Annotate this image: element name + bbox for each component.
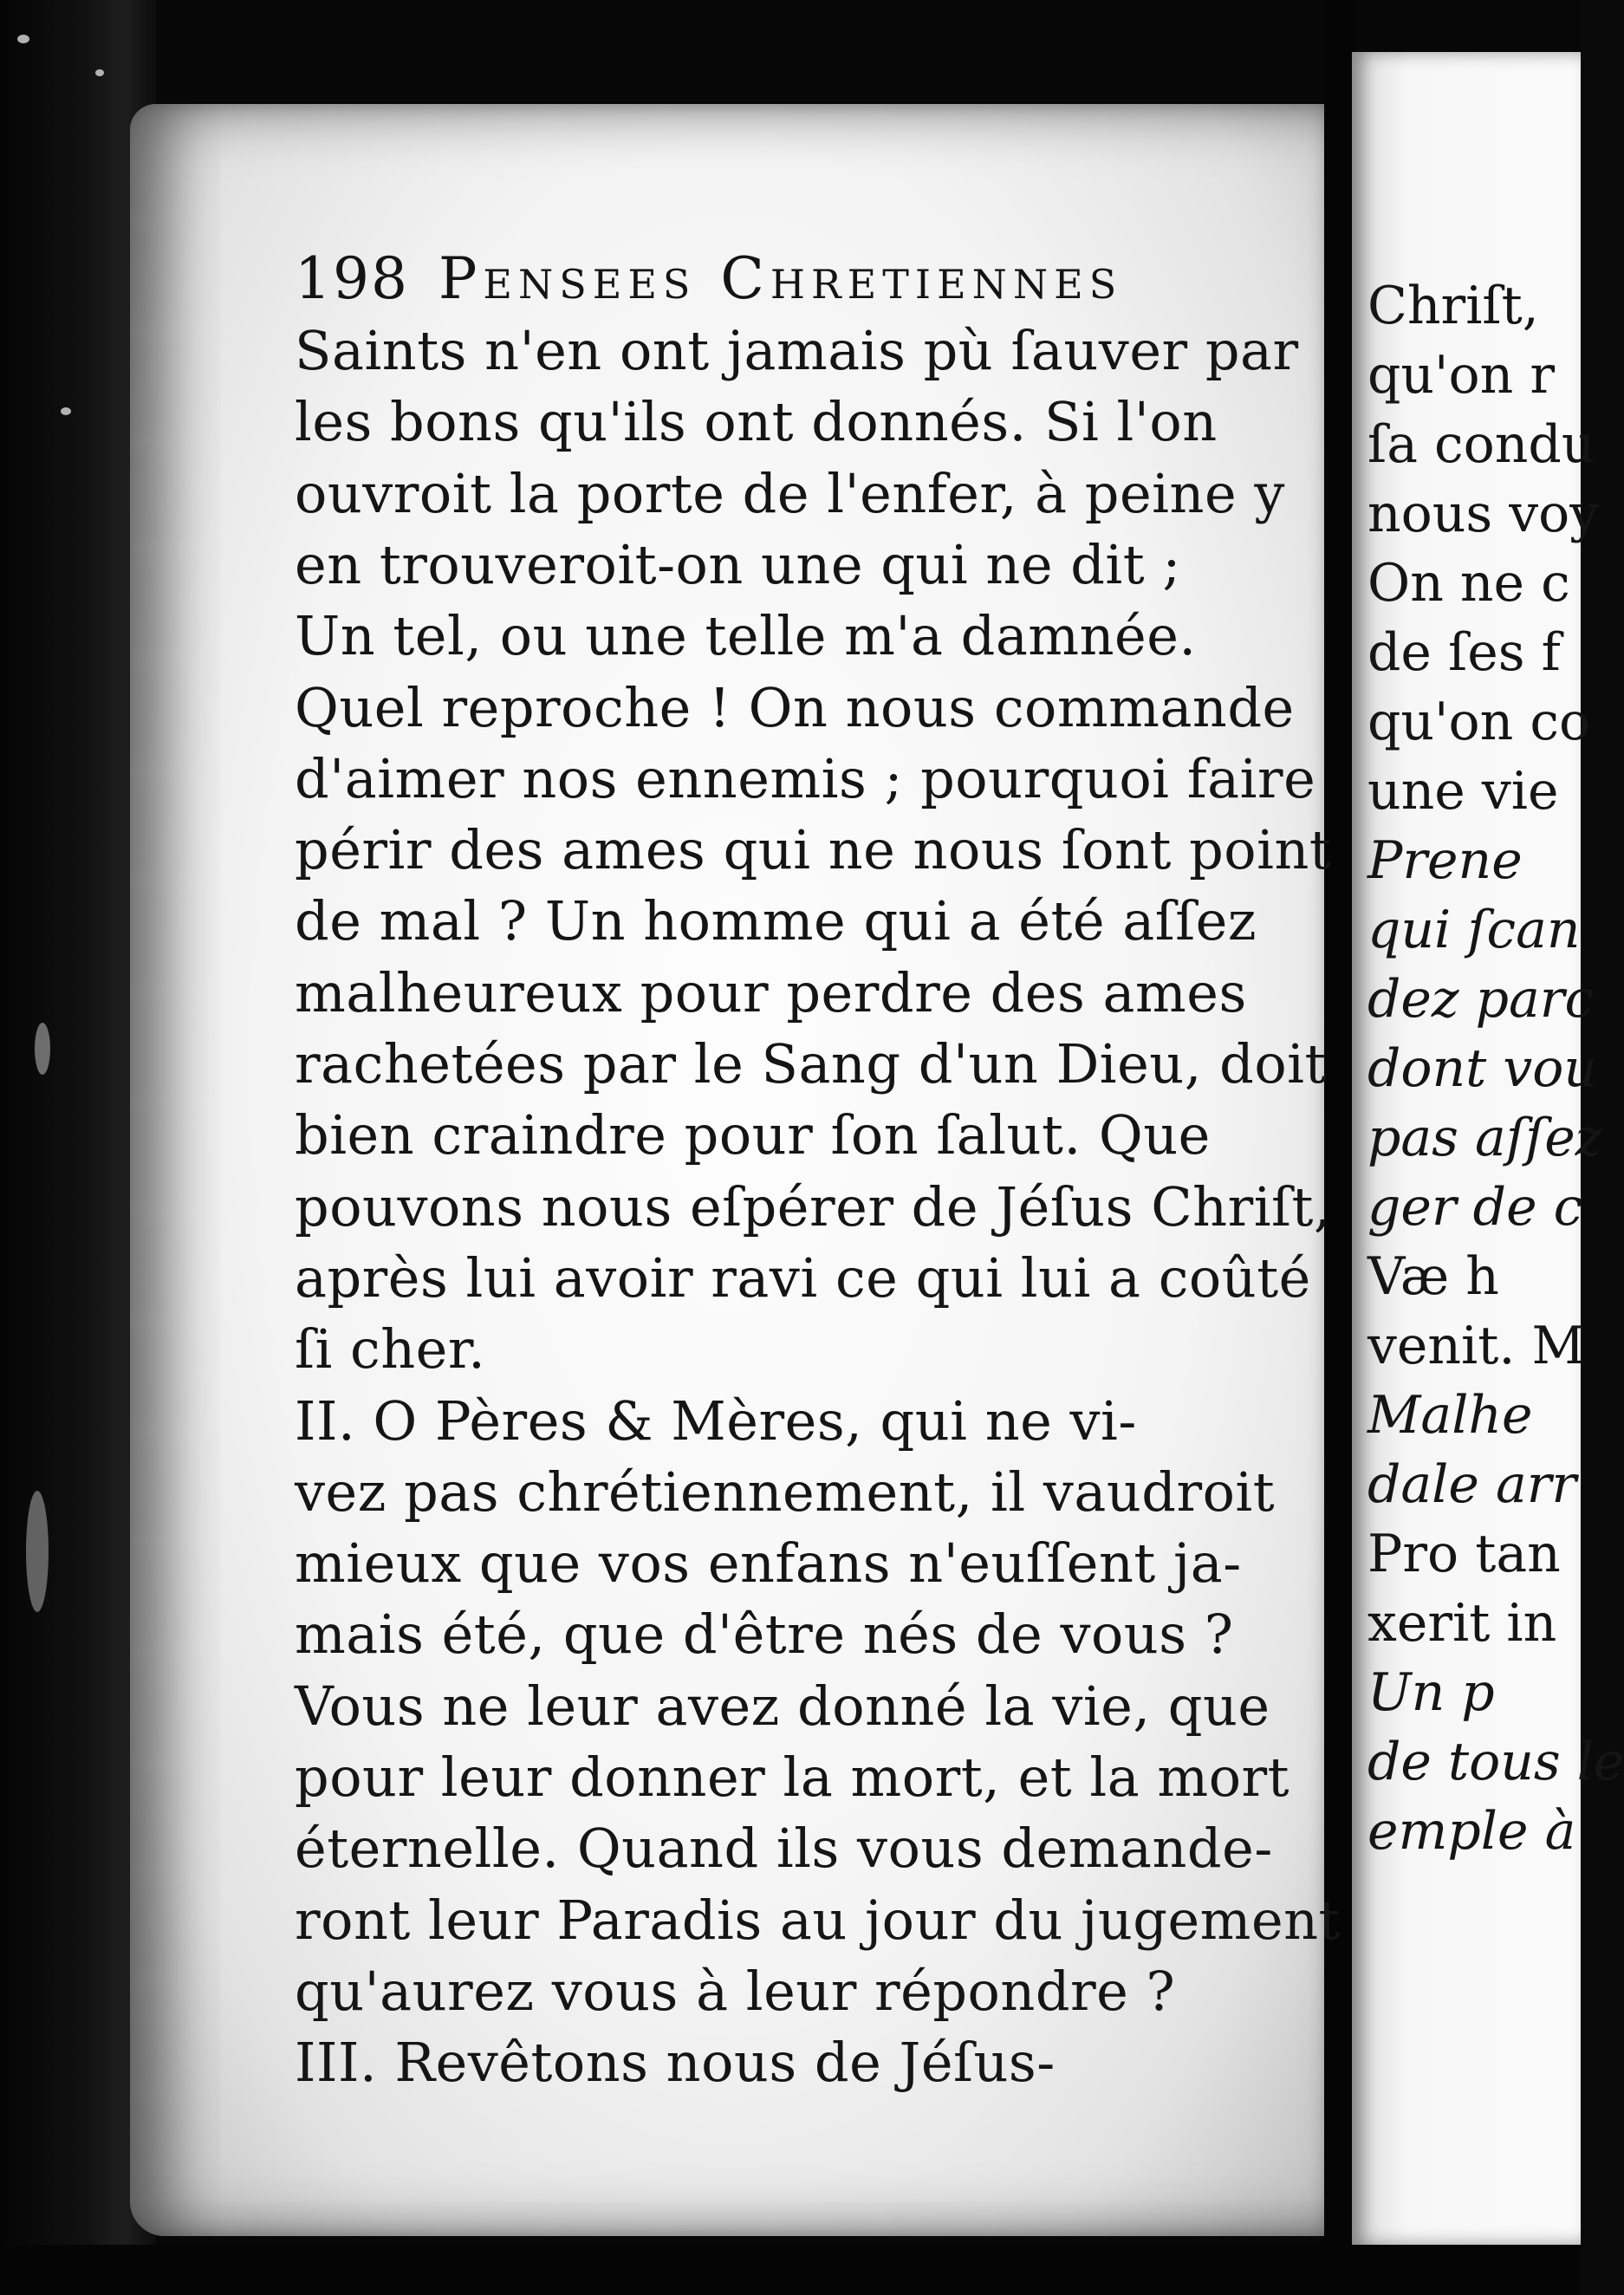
text-line-fragment: Pro tan: [1367, 1524, 1561, 1584]
text-line-fragment: ſa condu: [1367, 414, 1595, 475]
text-line: malheureux pour perdre des ames: [295, 960, 1247, 1024]
bottom-edge: [0, 2245, 1581, 2295]
text-line-fragment: qu'on r: [1367, 345, 1556, 406]
text-line-fragment: nous voy: [1367, 484, 1600, 544]
binding-speck: [61, 407, 71, 415]
text-line: après lui avoir ravi ce qui lui a coûté: [295, 1245, 1311, 1310]
binding-speck: [35, 1023, 50, 1075]
text-line-fragment: Malhe: [1367, 1385, 1533, 1446]
running-head: [295, 245, 1122, 312]
text-line: Saints n'en ont jamais pù ſauver par: [295, 319, 1299, 382]
text-line: ront leur Paradis au jour du jugement: [295, 1888, 1341, 1952]
text-line-fragment: qu'on co: [1367, 692, 1591, 752]
text-line-fragment: dale arr: [1367, 1454, 1577, 1515]
text-line: Vous ne leur avez donné la vie, que: [295, 1674, 1270, 1738]
text-line: ouvroit la porte de l'enfer, à peine y: [295, 461, 1285, 525]
text-line: bien craindre pour ſon ſalut. Que: [295, 1103, 1211, 1167]
binding-speck: [26, 1491, 49, 1612]
text-line-fragment: Prene: [1367, 830, 1523, 891]
text-line: les bons qu'ils ont donnés. Si l'on: [295, 390, 1218, 454]
text-line: ſi cher.: [295, 1317, 486, 1382]
text-line: périr des ames qui ne nous ſont point: [295, 818, 1332, 882]
text-line: pouvons nous eſpérer de Jéſus Chriſt,: [295, 1174, 1332, 1239]
text-line: qu'aurez vous à leur répondre ?: [295, 1959, 1176, 2023]
text-line: mieux que vos enfans n'euſſent ja-: [295, 1531, 1242, 1596]
binding-speck: [95, 69, 104, 76]
text-line: vez pas chrétiennement, il vaudroit: [295, 1460, 1276, 1524]
text-line: de mal ? Un homme qui a été aſſez: [295, 889, 1257, 953]
text-line-fragment: qui ſcan: [1367, 900, 1581, 960]
text-line-fragment: Chriſt,: [1367, 276, 1539, 336]
text-line-fragment: dont vou: [1367, 1038, 1598, 1099]
text-line-fragment: dez parc: [1367, 969, 1595, 1030]
text-line-fragment: On ne c: [1367, 553, 1570, 614]
text-line-fragment: pas aſſez: [1367, 1108, 1603, 1168]
text-line-fragment: ger de c: [1367, 1177, 1583, 1238]
text-line-fragment: Væ h: [1367, 1246, 1499, 1307]
binding-speck: [17, 35, 29, 43]
text-line-fragment: venit. M: [1367, 1316, 1585, 1376]
text-line: mais été, que d'être nés de vous ?: [295, 1603, 1234, 1667]
text-line-fragment: de tous le: [1367, 1732, 1624, 1792]
text-line: éternelle. Quand ils vous demande-: [295, 1817, 1273, 1881]
text-line-fragment: xerit in: [1367, 1593, 1557, 1654]
text-line: rachetées par le Sang d'un Dieu, doit: [295, 1032, 1327, 1095]
text-line: III. Revêtons nous de Jéſus-: [295, 2031, 1056, 2095]
text-line-fragment: Un p: [1367, 1662, 1495, 1723]
page-number: 198: [295, 245, 409, 312]
text-line: II. O Pères & Mères, qui ne vi-: [295, 1388, 1137, 1453]
text-line-fragment: de ſes f: [1367, 622, 1561, 683]
text-line-fragment: emple à: [1367, 1801, 1576, 1862]
text-line: pour leur donner la mort, et la mort: [295, 1746, 1290, 1809]
text-line: Un tel, ou une telle m'a damnée.: [295, 604, 1197, 668]
text-line: en trouveroit-on une qui ne dit ;: [295, 532, 1181, 596]
text-line: d'aimer nos ennemis ; pourquoi faire: [295, 746, 1316, 810]
running-title: Pensees Chretiennes: [438, 245, 1123, 312]
text-line-fragment: une vie: [1367, 761, 1559, 822]
text-line: Quel reproche ! On nous commande: [295, 675, 1295, 739]
